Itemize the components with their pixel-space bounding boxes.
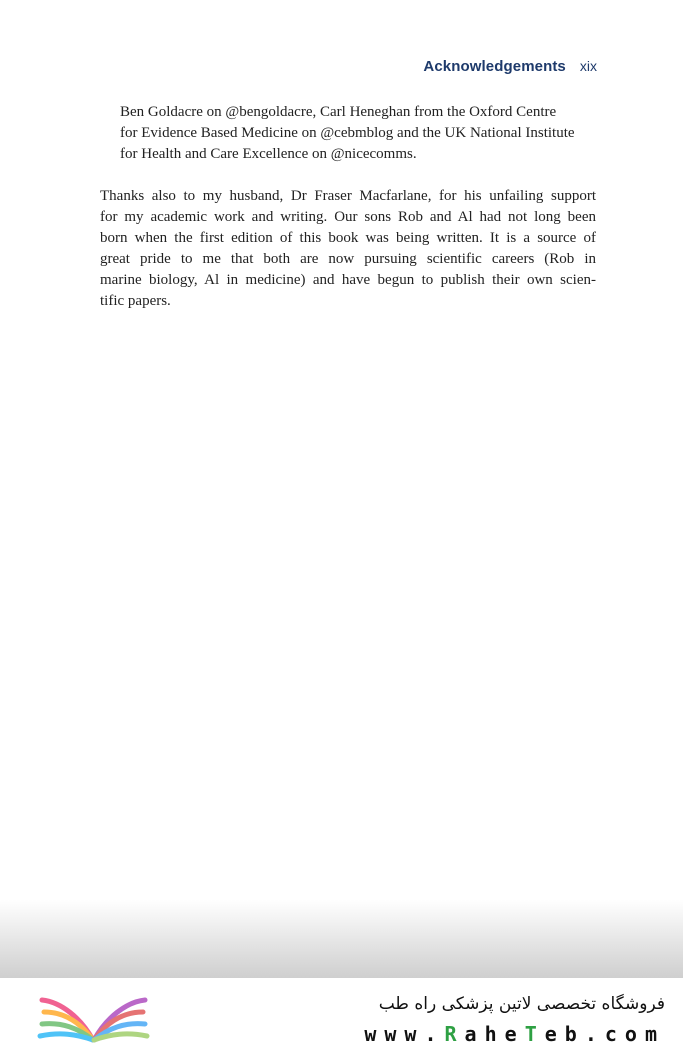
url-part: R xyxy=(444,1022,465,1046)
shop-title: فروشگاه تخصصی لاتین پزشکی راه طب xyxy=(378,994,665,1014)
text-line: Thanks also to my husband, Dr Fraser Macfarlane, for his unfailing support xyxy=(100,188,596,204)
text-line: tific papers. xyxy=(100,293,171,309)
text-line: for my academic work and writing. Our sons Rob and Al had not long been xyxy=(100,209,596,225)
text-line: for Evidence Based Medicine on @cebmblog and the UK National Institute xyxy=(120,125,575,141)
url-part: .com xyxy=(584,1022,665,1046)
text-line: marine biology, Al in medicine) and have begun to publish their own scien- xyxy=(100,272,596,288)
page-number: xix xyxy=(579,58,597,74)
text-line: for Health and Care Excellence on @nicecomms. xyxy=(120,146,417,162)
shop-url-link[interactable] xyxy=(364,1022,665,1046)
footer-ad-banner[interactable] xyxy=(0,978,683,1053)
url-part: www. xyxy=(364,1022,445,1046)
open-book-logo-icon xyxy=(36,988,151,1048)
page-bottom-shadow xyxy=(0,900,683,980)
text-line: great pride to me that both are now pursuing scientific careers (Rob in xyxy=(100,251,596,267)
text-line: Ben Goldacre on @bengoldacre, Carl Heneghan from the Oxford Centre xyxy=(120,104,557,120)
url-part: a xyxy=(464,1022,485,1046)
url-part: b xyxy=(564,1022,585,1046)
url-part: e xyxy=(544,1022,565,1046)
url-part: h xyxy=(484,1022,505,1046)
running-header xyxy=(423,58,597,75)
url-part: e xyxy=(504,1022,525,1046)
text-line: born when the first edition of this book was being written. It is a source of xyxy=(100,230,596,246)
body-paragraph xyxy=(100,186,596,312)
header-title: Acknowledgements xyxy=(423,58,566,75)
url-part: T xyxy=(524,1022,545,1046)
indented-paragraph xyxy=(120,102,596,165)
